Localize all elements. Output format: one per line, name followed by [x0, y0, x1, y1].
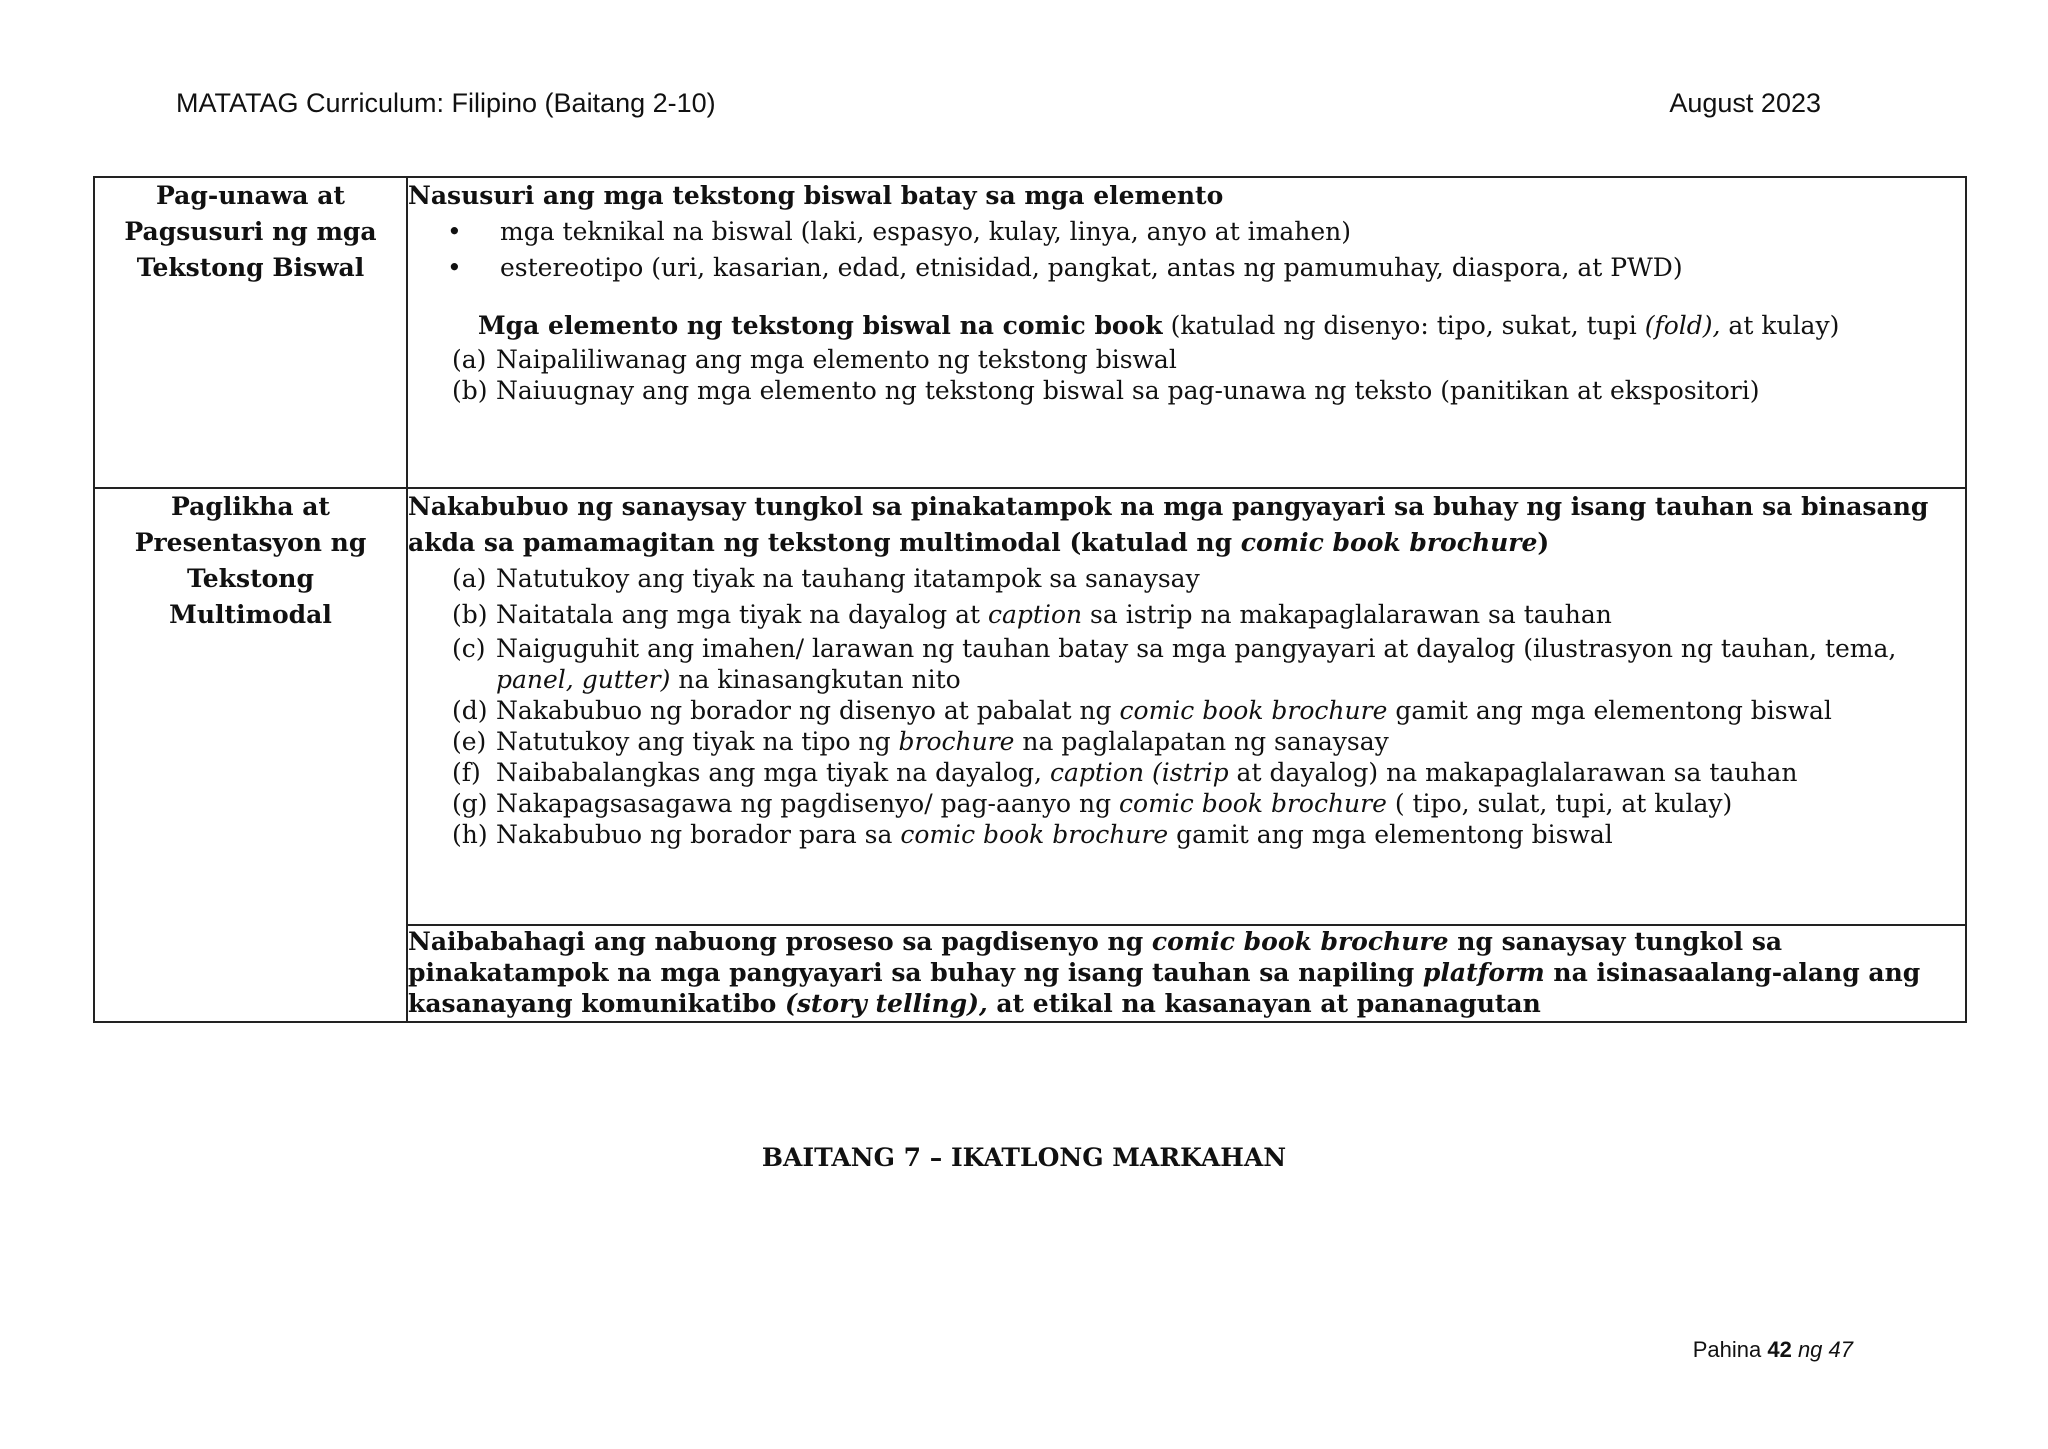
list-item — [452, 788, 1965, 819]
item-text: sa istrip na makapaglalarawan sa tauhan — [1082, 600, 1612, 629]
item-label: (f) — [452, 758, 481, 787]
domain-line: Presentasyon ng — [134, 528, 367, 557]
item-label: (c) — [452, 634, 486, 663]
competency-heading: Nasusuri ang mga tekstong biswal batay sa mga elemento — [408, 181, 1224, 210]
subheading-text: (katulad ng disenyo: tipo, sukat, tupi — [1170, 311, 1645, 340]
domain-line: Pagsusuri ng mga — [124, 217, 377, 246]
heading-italic: platform — [1422, 958, 1545, 987]
elements-subheading — [408, 308, 1965, 344]
document-header-title: MATATAG Curriculum: Filipino (Baitang 2-10) — [176, 88, 716, 118]
item-italic: comic book brochure — [1119, 789, 1387, 818]
item-label: (a) — [452, 564, 487, 593]
domain-line: Tekstong — [187, 564, 314, 593]
competency-cell — [407, 488, 1966, 925]
document-header-date: August 2023 — [1669, 88, 1821, 118]
competency-cell — [407, 925, 1966, 1022]
domain-line: Tekstong Biswal — [136, 253, 365, 282]
item-italic: brochure — [898, 727, 1015, 756]
item-italic: comic book brochure — [900, 820, 1169, 849]
item-text: ( tipo, sulat, tupi, at kulay) — [1386, 789, 1733, 818]
item-text: Natutukoy ang tiyak na tauhang itatampok sa sanaysay — [496, 564, 1200, 593]
item-italic: comic book brochure — [1119, 696, 1388, 725]
item-italic: caption — [988, 600, 1083, 629]
list-item — [452, 726, 1965, 757]
heading-text: ng sanaysay tungkol sa pinakatampok na mga pangyayari sa buhay ng isang tauhan sa napiling — [408, 927, 1783, 987]
page-word: Pahina — [1692, 1337, 1762, 1362]
heading-text: ) — [1537, 528, 1550, 557]
item-text: Naiuugnay ang mga elemento ng tekstong biswal sa pag-unawa ng teksto (panitikan at ekspositori) — [496, 376, 1760, 405]
page-number — [1693, 1337, 1853, 1363]
heading-text: at etikal na kasanayan at pananagutan — [987, 989, 1541, 1018]
item-italic: panel, gutter) — [496, 665, 671, 694]
item-text: Nakabubuo ng borador para sa — [496, 820, 901, 849]
list-item — [452, 561, 1965, 597]
item-label: (h) — [452, 820, 488, 849]
item-text: na kinasangkutan nito — [670, 665, 961, 694]
heading-italic: (story telling), — [784, 989, 988, 1018]
list-item — [452, 344, 1965, 375]
list-item — [452, 597, 1965, 633]
subheading-italic: (fold), — [1644, 311, 1721, 340]
curriculum-table — [93, 176, 1967, 1023]
domain-line: Paglikha at — [171, 492, 330, 521]
item-label: (b) — [452, 376, 488, 405]
heading-italic: comic book brochure — [1240, 528, 1538, 557]
item-text: Natutukoy ang tiyak na tipo ng — [496, 727, 899, 756]
domain-cell — [94, 488, 407, 1022]
item-text: Nakabubuo ng borador ng disenyo at pabalat ng — [496, 696, 1120, 725]
item-text: gamit ang mga elementong biswal — [1387, 696, 1832, 725]
subheading-text: at kulay) — [1720, 311, 1840, 340]
item-text: gamit ang mga elementong biswal — [1168, 820, 1613, 849]
section-title: BAITANG 7 – IKATLONG MARKAHAN — [761, 1143, 1287, 1172]
competency-cell — [407, 177, 1966, 488]
heading-text: Naibabahagi ang nabuong proseso sa pagdisenyo ng — [408, 927, 1152, 956]
item-label: (g) — [452, 789, 488, 818]
item-label: (a) — [452, 345, 487, 374]
domain-line: Pag-unawa at — [156, 181, 345, 210]
item-label: (d) — [452, 696, 488, 725]
list-item — [452, 757, 1965, 788]
bullet-list — [408, 214, 1965, 286]
list-item: • estereotipo (uri, kasarian, edad, etnisidad, pangkat, antas ng pamumuhay, diaspora, at PWD) — [500, 250, 1965, 286]
domain-line: Multimodal — [169, 600, 332, 629]
competency-heading — [408, 926, 1965, 1019]
list-item — [452, 375, 1965, 406]
page-total: ng 47 — [1797, 1337, 1853, 1362]
item-label: (b) — [452, 600, 488, 629]
item-text: Naipaliliwanag ang mga elemento ng tekstong biswal — [496, 345, 1177, 374]
heading-text: na isinasaalang-alang ang kasanayang komunikatibo — [408, 958, 1921, 1018]
item-text: at dayalog) na makapaglalarawan sa tauhan — [1228, 758, 1798, 787]
domain-cell — [94, 177, 407, 488]
heading-italic: comic book brochure — [1151, 927, 1449, 956]
item-text: Naitatala ang mga tiyak na dayalog at — [496, 600, 988, 629]
competency-list — [408, 561, 1965, 850]
item-text: Nakapagsasagawa ng pagdisenyo/ pag-aanyo ng — [496, 789, 1120, 818]
item-italic: caption (istrip — [1049, 758, 1229, 787]
competency-list — [408, 344, 1965, 406]
item-text: Naiguguhit ang imahen/ larawan ng tauhan batay sa mga pangyayari at dayalog (ilustrasyon ng tauhan, tema, — [496, 634, 1897, 663]
item-label: (e) — [452, 727, 487, 756]
page-num: 42 — [1767, 1337, 1792, 1362]
item-text: Naibabalangkas ang mga tiyak na dayalog, — [496, 758, 1050, 787]
item-text: na paglalapatan ng sanaysay — [1014, 727, 1389, 756]
table-row — [94, 488, 1966, 925]
list-item — [452, 633, 1965, 695]
list-item — [452, 695, 1965, 726]
list-item — [452, 819, 1965, 850]
subheading-bold: Mga elemento ng tekstong biswal na comic book — [478, 311, 1163, 340]
table-row — [94, 177, 1966, 488]
competency-heading — [408, 489, 1965, 561]
heading-text: Nakabubuo ng sanaysay tungkol sa pinakatampok na mga pangyayari sa buhay ng isang tauhan sa binasang akda sa pamamagitan ng tekstong multimodal (katulad ng — [408, 492, 1929, 557]
list-item: • mga teknikal na biswal (laki, espasyo, kulay, linya, anyo at imahen) — [500, 214, 1965, 250]
